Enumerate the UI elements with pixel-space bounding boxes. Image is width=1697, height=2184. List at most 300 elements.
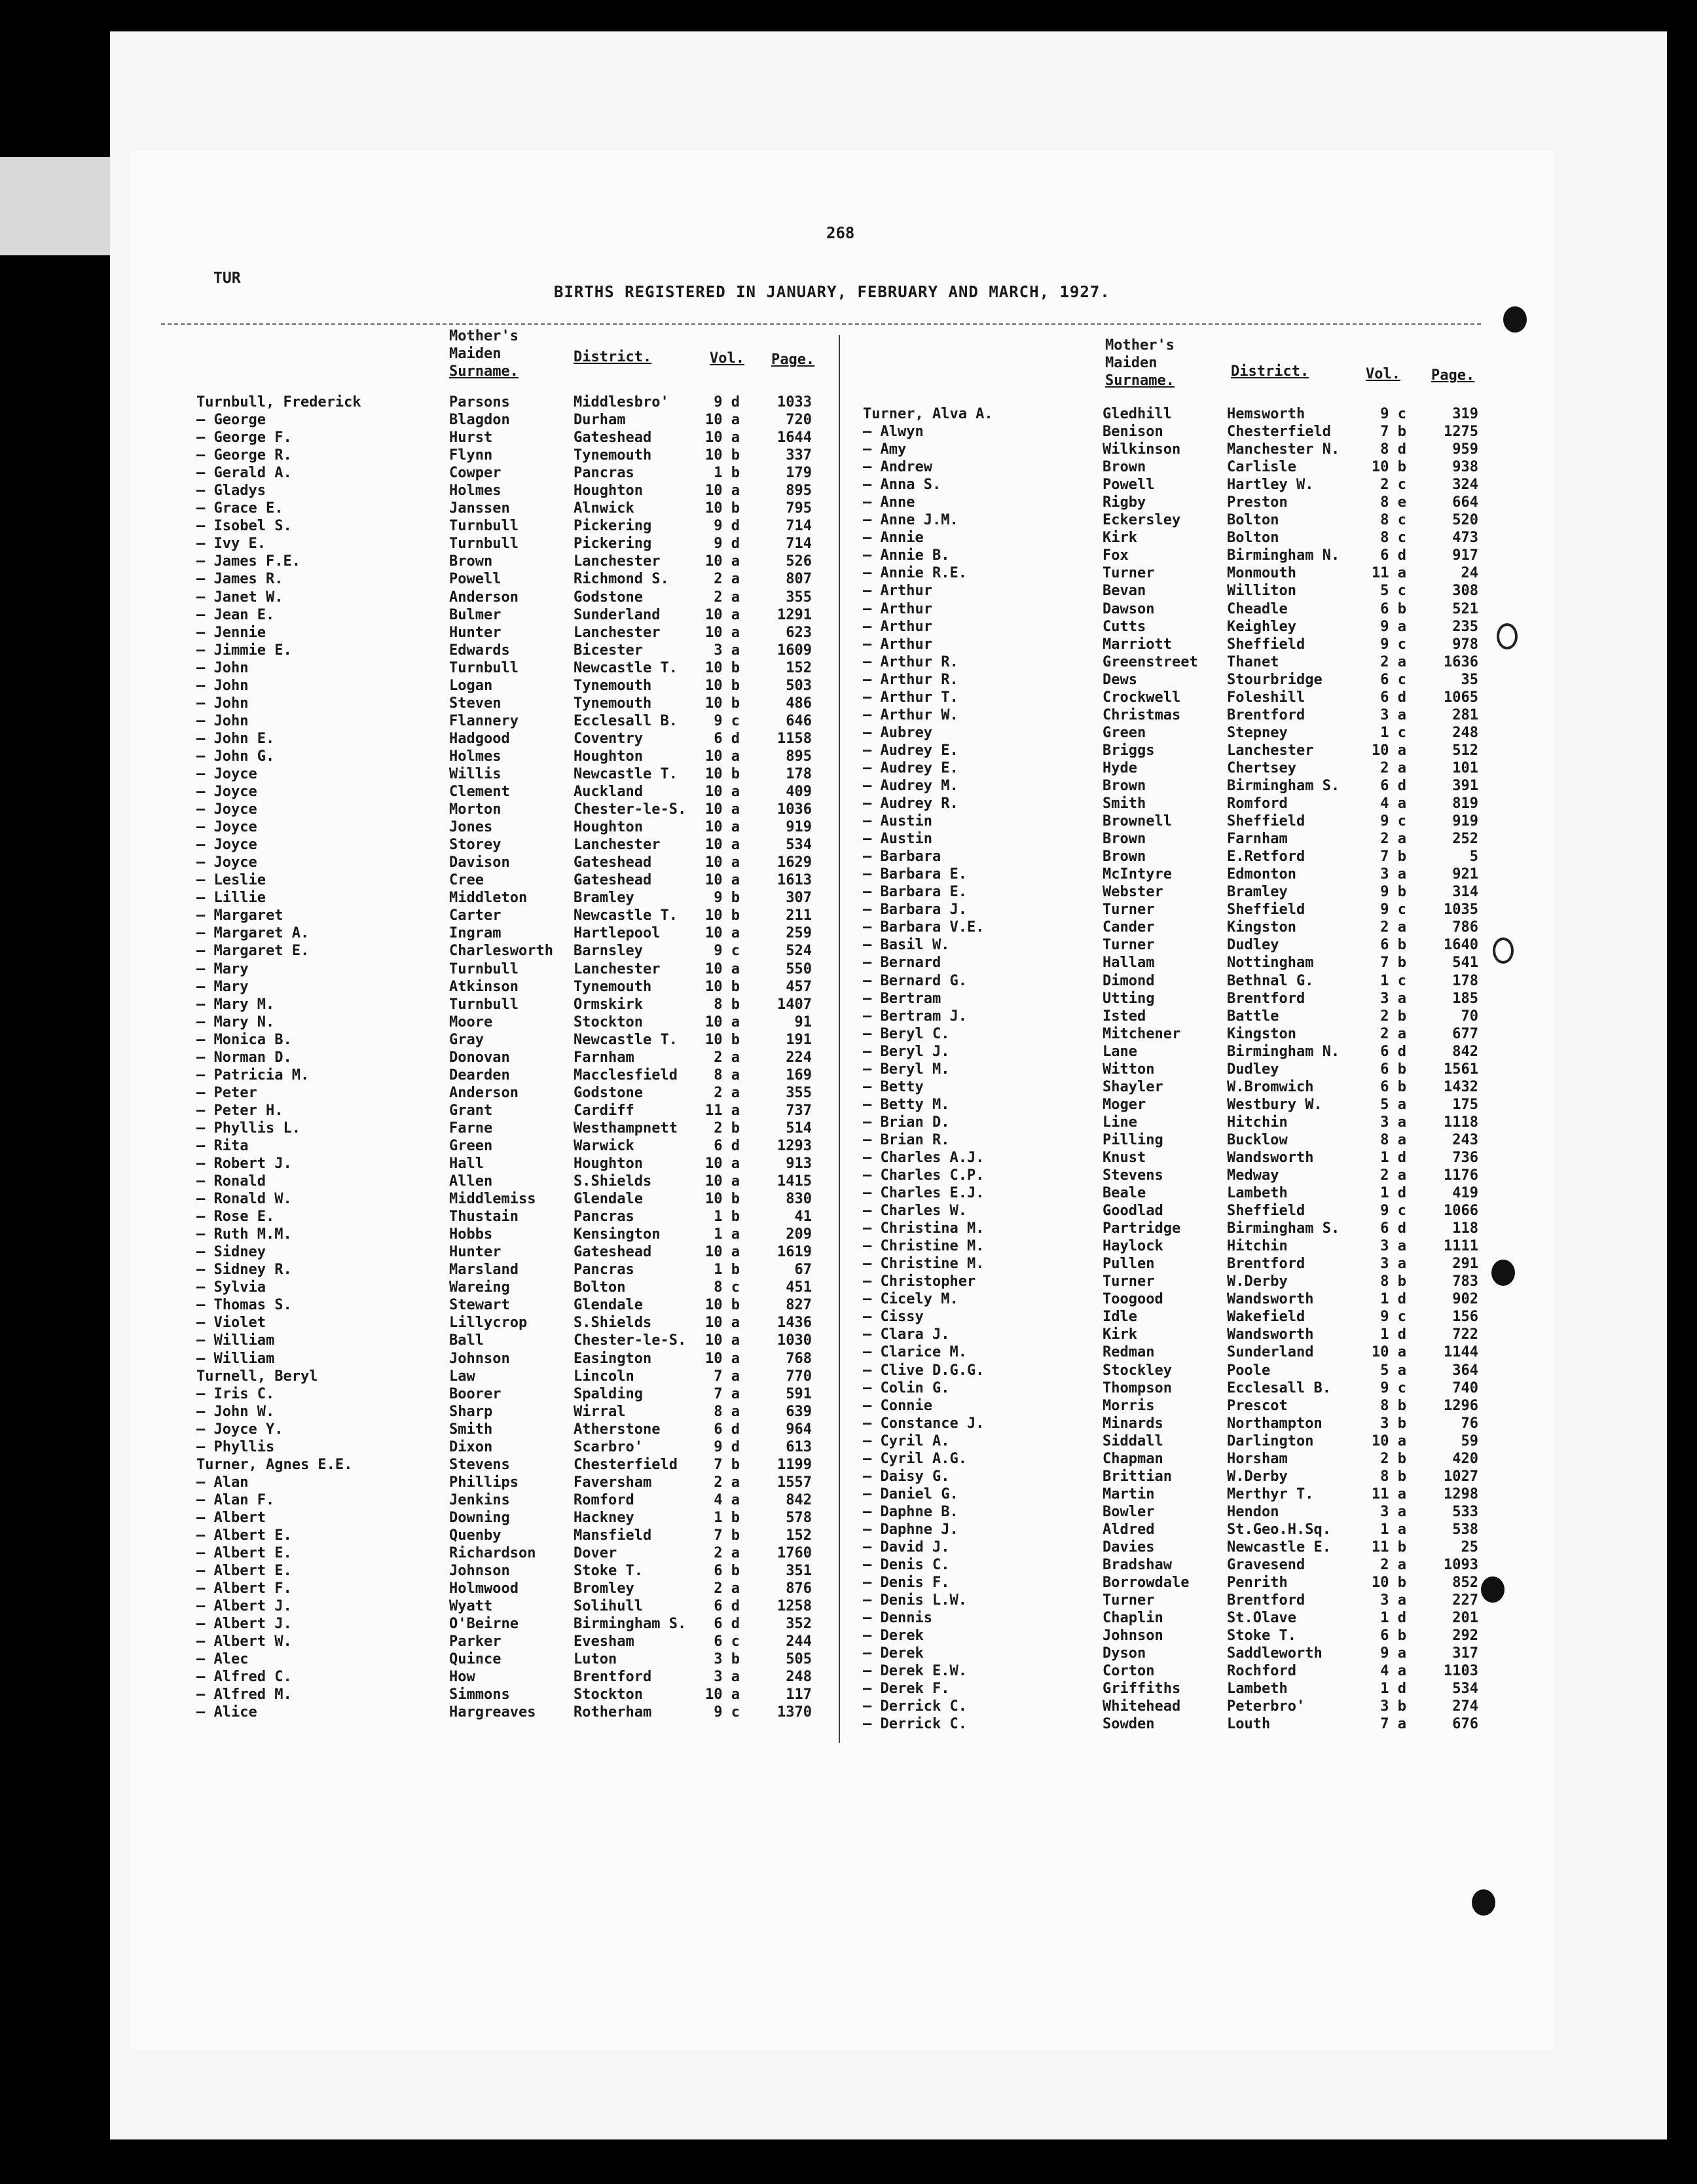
entry-row bbox=[863, 831, 1491, 848]
page-ref: 175 bbox=[1452, 1096, 1478, 1113]
maiden-surname: Benison bbox=[1103, 424, 1163, 441]
page-ref: 152 bbox=[786, 659, 812, 676]
entry-name: — Rose E. bbox=[196, 1209, 275, 1226]
maiden-surname: Brown bbox=[1103, 459, 1146, 476]
entry-name: — Connie bbox=[863, 1397, 932, 1414]
maiden-surname: Pilling bbox=[1103, 1131, 1163, 1148]
entry-row bbox=[863, 1273, 1491, 1291]
district: Glendale bbox=[574, 1297, 643, 1314]
district: Dudley bbox=[1227, 1061, 1279, 1078]
entry-row bbox=[196, 748, 831, 766]
maiden-surname: Sowden bbox=[1103, 1716, 1155, 1733]
entry-name: — Peter bbox=[196, 1084, 257, 1101]
volume: 10 a bbox=[705, 1013, 740, 1030]
entry-row bbox=[863, 1557, 1491, 1574]
district: Wandsworth bbox=[1227, 1326, 1314, 1343]
page-ref: 409 bbox=[786, 784, 812, 801]
entry-name: — Arthur bbox=[863, 583, 932, 600]
maiden-surname: Gledhill bbox=[1103, 406, 1172, 422]
page-ref: 364 bbox=[1452, 1362, 1478, 1379]
maiden-surname: Line bbox=[1103, 1114, 1137, 1131]
district: Warwick bbox=[574, 1137, 634, 1154]
entry-name: — John bbox=[196, 695, 249, 712]
volume: 7 b bbox=[1380, 848, 1406, 865]
left-district-header: District. bbox=[574, 349, 652, 365]
district: Cheadle bbox=[1227, 600, 1288, 617]
volume: 1 a bbox=[714, 1226, 740, 1243]
page-ref: 842 bbox=[1452, 1043, 1478, 1060]
maiden-surname: Turnbull bbox=[449, 960, 519, 977]
district: Chester-le-S. bbox=[574, 801, 687, 818]
district: Dudley bbox=[1227, 937, 1279, 954]
volume: 10 a bbox=[705, 624, 740, 641]
district: St.Olave bbox=[1227, 1610, 1296, 1627]
maiden-surname: Eckersley bbox=[1103, 512, 1181, 529]
entry-row bbox=[863, 725, 1491, 742]
page-ref: 819 bbox=[1452, 795, 1478, 812]
volume: 10 b bbox=[705, 500, 740, 517]
maiden-surname: Redman bbox=[1103, 1344, 1155, 1361]
volume: 10 a bbox=[705, 801, 740, 818]
volume: 9 c bbox=[1380, 1379, 1406, 1396]
maiden-surname: Morris bbox=[1103, 1397, 1155, 1414]
district: Northampton bbox=[1227, 1415, 1323, 1432]
entry-row bbox=[196, 854, 831, 872]
entry-name: — Christopher bbox=[863, 1273, 976, 1290]
volume: 8 c bbox=[714, 1279, 740, 1296]
entry-row bbox=[863, 1433, 1491, 1451]
entry-name: — Joyce bbox=[196, 854, 257, 871]
entry-name: — Denis C. bbox=[863, 1557, 950, 1574]
district: Horsham bbox=[1227, 1450, 1288, 1467]
entry-name: — Gladys bbox=[196, 482, 266, 500]
maiden-surname: Wyatt bbox=[449, 1598, 493, 1615]
page-ref: 391 bbox=[1452, 777, 1478, 794]
header-line: Maiden bbox=[449, 346, 502, 362]
entry-name: — Gerald A. bbox=[196, 465, 292, 482]
page-ref: 292 bbox=[1452, 1628, 1478, 1645]
maiden-surname: Turner bbox=[1103, 937, 1155, 954]
maiden-surname: Stevens bbox=[449, 1456, 510, 1473]
entry-row bbox=[863, 406, 1491, 424]
district: Bicester bbox=[574, 642, 643, 659]
district: Bromley bbox=[574, 1580, 634, 1597]
entry-row bbox=[196, 766, 831, 784]
maiden-surname: Grant bbox=[449, 1102, 493, 1119]
maiden-surname: Idle bbox=[1103, 1309, 1137, 1326]
volume: 5 a bbox=[1380, 1096, 1406, 1113]
maiden-surname: Turnbull bbox=[449, 536, 519, 553]
maiden-surname: Logan bbox=[449, 677, 493, 694]
district: Sheffield bbox=[1227, 636, 1305, 653]
volume: 3 a bbox=[1380, 1592, 1406, 1609]
entry-name: — Derek F. bbox=[863, 1681, 950, 1698]
entry-row bbox=[196, 394, 831, 412]
entry-name: — Cicely M. bbox=[863, 1291, 958, 1308]
district: Middlesbro' bbox=[574, 394, 669, 410]
maiden-surname: Gray bbox=[449, 1031, 484, 1048]
volume: 10 a bbox=[705, 1332, 740, 1349]
entry-row bbox=[863, 1097, 1491, 1114]
entry-row bbox=[196, 1226, 831, 1244]
entry-row bbox=[196, 713, 831, 731]
maiden-surname: Chapman bbox=[1103, 1450, 1163, 1467]
district: Bolton bbox=[1227, 512, 1279, 529]
district: W.Bromwich bbox=[1227, 1078, 1314, 1095]
district: Foleshill bbox=[1227, 689, 1305, 706]
volume: 1 b bbox=[714, 1262, 740, 1279]
maiden-surname: Moger bbox=[1103, 1096, 1146, 1113]
entry-row bbox=[863, 1220, 1491, 1238]
entry-row bbox=[196, 1120, 831, 1138]
volume: 10 a bbox=[705, 606, 740, 623]
page-ref: 978 bbox=[1452, 636, 1478, 653]
page-ref: 921 bbox=[1452, 866, 1478, 883]
volume: 2 a bbox=[1380, 1167, 1406, 1184]
district: Chesterfield bbox=[574, 1456, 678, 1473]
district: Luton bbox=[574, 1651, 617, 1668]
entry-row bbox=[863, 1061, 1491, 1079]
volume: 8 d bbox=[1380, 441, 1406, 458]
maiden-surname: Aldred bbox=[1103, 1521, 1155, 1538]
page-ref: 520 bbox=[1452, 512, 1478, 529]
page-ref: 337 bbox=[786, 447, 812, 464]
page-ref: 1027 bbox=[1444, 1468, 1478, 1485]
page-ref: 117 bbox=[786, 1686, 812, 1703]
volume: 2 a bbox=[714, 1084, 740, 1101]
entry-name: — Bernard bbox=[863, 955, 941, 972]
district: Faversham bbox=[574, 1474, 652, 1491]
maiden-surname: Green bbox=[1103, 724, 1146, 741]
volume: 2 a bbox=[1380, 919, 1406, 936]
district: Stoke T. bbox=[1227, 1628, 1296, 1645]
page-ref: 419 bbox=[1452, 1185, 1478, 1202]
maiden-surname: Steven bbox=[449, 695, 502, 712]
entry-name: — Alice bbox=[196, 1704, 257, 1721]
page-ref: 714 bbox=[786, 536, 812, 553]
volume: 10 b bbox=[705, 695, 740, 712]
entry-row bbox=[196, 1439, 831, 1457]
entry-row bbox=[196, 1633, 831, 1651]
column-divider bbox=[839, 335, 840, 1743]
page-ref: 1158 bbox=[777, 730, 812, 747]
district: Lanchester bbox=[1227, 742, 1314, 759]
entry-name: — David J. bbox=[863, 1539, 950, 1556]
entry-row bbox=[196, 872, 831, 890]
page-ref: 842 bbox=[786, 1491, 812, 1508]
volume: 11 a bbox=[1372, 565, 1406, 582]
entry-name: — Joyce Y. bbox=[196, 1421, 283, 1438]
header-line: Surname. bbox=[1105, 373, 1175, 389]
entry-name: Turner, Alva A. bbox=[863, 406, 993, 422]
district: Lambeth bbox=[1227, 1185, 1288, 1202]
page-ref: 714 bbox=[786, 518, 812, 535]
maiden-surname: Davies bbox=[1103, 1539, 1155, 1556]
entry-row bbox=[863, 795, 1491, 813]
maiden-surname: Cowper bbox=[449, 465, 502, 482]
volume: 9 c bbox=[1380, 901, 1406, 919]
district: Solihull bbox=[574, 1598, 643, 1615]
maiden-surname: Toogood bbox=[1103, 1291, 1163, 1308]
entry-row bbox=[196, 1404, 831, 1421]
page-ref: 1103 bbox=[1444, 1663, 1478, 1680]
maiden-surname: Ingram bbox=[449, 925, 502, 942]
volume: 11 a bbox=[705, 1102, 740, 1119]
maiden-surname: Sharp bbox=[449, 1403, 493, 1420]
district: Hitchin bbox=[1227, 1114, 1288, 1131]
district: Wandsworth bbox=[1227, 1149, 1314, 1166]
volume: 10 b bbox=[1372, 459, 1406, 476]
entry-row bbox=[863, 441, 1491, 459]
entry-name: — Beryl J. bbox=[863, 1043, 950, 1060]
district: Monmouth bbox=[1227, 565, 1296, 582]
district: Rotherham bbox=[574, 1704, 652, 1721]
volume: 2 b bbox=[1380, 1008, 1406, 1025]
header-line: Surname. bbox=[449, 363, 519, 380]
entry-row bbox=[863, 1008, 1491, 1026]
entry-row bbox=[863, 583, 1491, 600]
entry-row bbox=[196, 1386, 831, 1404]
volume: 3 a bbox=[1380, 706, 1406, 723]
entry-row bbox=[196, 1067, 831, 1085]
maiden-surname: McIntyre bbox=[1103, 866, 1172, 883]
entry-name: — John bbox=[196, 659, 249, 676]
entry-name: — John bbox=[196, 677, 249, 694]
volume: 10 a bbox=[1372, 1344, 1406, 1361]
entry-name: — Daisy G. bbox=[863, 1468, 950, 1485]
punch-hole-ring bbox=[1493, 937, 1514, 964]
district: Kingston bbox=[1227, 1025, 1296, 1042]
district: Bucklow bbox=[1227, 1131, 1288, 1148]
page-ref: 1557 bbox=[777, 1474, 812, 1491]
district: Stockton bbox=[574, 1013, 643, 1030]
entry-row bbox=[196, 1173, 831, 1191]
maiden-surname: Brown bbox=[1103, 848, 1146, 865]
maiden-surname: Flynn bbox=[449, 447, 493, 464]
district: Kensington bbox=[574, 1226, 661, 1243]
volume: 1 b bbox=[714, 1209, 740, 1226]
district: Birmingham S. bbox=[1227, 1220, 1340, 1237]
volume: 10 a bbox=[705, 412, 740, 429]
entry-row bbox=[863, 1663, 1491, 1681]
district: Tynemouth bbox=[574, 978, 652, 995]
page-ref: 1613 bbox=[777, 872, 812, 889]
district: Sheffield bbox=[1227, 813, 1305, 830]
volume: 6 b bbox=[1380, 1078, 1406, 1095]
entry-name: — Phyllis L. bbox=[196, 1119, 301, 1137]
page-ref: 1144 bbox=[1444, 1344, 1478, 1361]
entry-name: — Ronald bbox=[196, 1173, 266, 1190]
district: Atherstone bbox=[574, 1421, 661, 1438]
maiden-surname: Charlesworth bbox=[449, 943, 553, 960]
volume: 4 a bbox=[1380, 795, 1406, 812]
entry-name: — Albert F. bbox=[196, 1580, 292, 1597]
district: Gravesend bbox=[1227, 1557, 1305, 1574]
district: Hartlepool bbox=[574, 925, 661, 942]
entry-name: — Austin bbox=[863, 813, 932, 830]
entry-row bbox=[863, 494, 1491, 512]
maiden-surname: Turner bbox=[1103, 1592, 1155, 1609]
entry-row bbox=[196, 695, 831, 713]
entry-row bbox=[863, 848, 1491, 866]
maiden-surname: Corton bbox=[1103, 1663, 1155, 1680]
volume: 3 b bbox=[1380, 1415, 1406, 1432]
page-ref: 252 bbox=[1452, 831, 1478, 848]
maiden-surname: Hall bbox=[449, 1156, 484, 1173]
page-ref: 770 bbox=[786, 1368, 812, 1385]
entry-name: Turnell, Beryl bbox=[196, 1368, 318, 1385]
entry-name: — Arthur T. bbox=[863, 689, 958, 706]
maiden-surname: Griffiths bbox=[1103, 1681, 1181, 1698]
maiden-surname: Stevens bbox=[1103, 1167, 1163, 1184]
entry-row bbox=[196, 1651, 831, 1669]
entry-row bbox=[863, 1610, 1491, 1628]
district: Brentford bbox=[1227, 1256, 1305, 1273]
page-ref: 524 bbox=[786, 943, 812, 960]
page-ref: 541 bbox=[1452, 955, 1478, 972]
maiden-surname: Thustain bbox=[449, 1209, 519, 1226]
page-ref: 235 bbox=[1452, 618, 1478, 635]
page-ref: 768 bbox=[786, 1350, 812, 1367]
page-ref: 1199 bbox=[777, 1456, 812, 1473]
district: Brentford bbox=[574, 1669, 652, 1686]
district: Houghton bbox=[574, 748, 643, 765]
page-ref: 248 bbox=[786, 1669, 812, 1686]
volume: 3 b bbox=[1380, 1698, 1406, 1715]
page-ref: 1275 bbox=[1444, 424, 1478, 441]
volume: 6 b bbox=[1380, 1628, 1406, 1645]
entry-name: — Charles E.J. bbox=[863, 1185, 985, 1202]
maiden-surname: Willis bbox=[449, 765, 502, 782]
page-ref: 91 bbox=[794, 1013, 812, 1030]
district: Ormskirk bbox=[574, 996, 643, 1013]
entry-name: — Betty M. bbox=[863, 1096, 950, 1113]
district: Chester-le-S. bbox=[574, 1332, 687, 1349]
volume: 6 d bbox=[714, 1421, 740, 1438]
page-ref: 783 bbox=[1452, 1273, 1478, 1290]
maiden-surname: Dyson bbox=[1103, 1645, 1146, 1662]
entry-row bbox=[863, 1486, 1491, 1504]
maiden-surname: Mitchener bbox=[1103, 1025, 1181, 1042]
volume: 10 b bbox=[705, 659, 740, 676]
district: Ecclesall B. bbox=[574, 712, 678, 729]
entry-row bbox=[196, 429, 831, 447]
entry-name: — Margaret A. bbox=[196, 925, 310, 942]
page-ref: 550 bbox=[786, 960, 812, 977]
entry-name: — Barbara bbox=[863, 848, 941, 865]
volume: 10 b bbox=[705, 765, 740, 782]
entry-name: — Betty bbox=[863, 1078, 924, 1095]
entry-row bbox=[196, 1704, 831, 1722]
page-ref: 209 bbox=[786, 1226, 812, 1243]
maiden-surname: Brown bbox=[1103, 777, 1146, 794]
volume: 10 a bbox=[705, 553, 740, 570]
entry-row bbox=[196, 1669, 831, 1686]
entry-name: — Clara J. bbox=[863, 1326, 950, 1343]
entry-row bbox=[196, 678, 831, 695]
entry-row bbox=[863, 1398, 1491, 1415]
volume: 2 c bbox=[1380, 477, 1406, 494]
district: Birmingham S. bbox=[574, 1616, 687, 1633]
entry-row bbox=[863, 1698, 1491, 1716]
page-ref: 639 bbox=[786, 1403, 812, 1420]
volume: 8 b bbox=[1380, 1397, 1406, 1414]
page-ref: 1640 bbox=[1444, 937, 1478, 954]
maiden-surname: Bevan bbox=[1103, 583, 1146, 600]
entry-name: — Denis L.W. bbox=[863, 1592, 967, 1609]
entry-name: — Albert J. bbox=[196, 1616, 292, 1633]
volume: 3 a bbox=[714, 642, 740, 659]
entry-row bbox=[196, 1315, 831, 1332]
district: W.Derby bbox=[1227, 1468, 1288, 1485]
district: Wandsworth bbox=[1227, 1291, 1314, 1308]
entry-name: — Alan F. bbox=[196, 1491, 275, 1508]
page-ref: 314 bbox=[1452, 884, 1478, 901]
entry-row bbox=[196, 465, 831, 482]
entry-name: — Annie bbox=[863, 530, 924, 547]
entry-row bbox=[196, 500, 831, 518]
page-ref: 534 bbox=[1452, 1681, 1478, 1698]
page-ref: 420 bbox=[1452, 1450, 1478, 1467]
page-ref: 664 bbox=[1452, 494, 1478, 511]
entry-name: — Amy bbox=[863, 441, 907, 458]
district: Preston bbox=[1227, 494, 1288, 511]
district: Merthyr T. bbox=[1227, 1485, 1314, 1502]
entry-row bbox=[863, 1326, 1491, 1344]
maiden-surname: Dimond bbox=[1103, 972, 1155, 989]
entry-row bbox=[196, 1492, 831, 1510]
entry-row bbox=[863, 1628, 1491, 1645]
volume: 10 b bbox=[705, 1191, 740, 1208]
entry-name: — Audrey R. bbox=[863, 795, 958, 812]
maiden-surname: Johnson bbox=[449, 1350, 510, 1367]
page-ref: 1035 bbox=[1444, 901, 1478, 919]
volume: 9 c bbox=[1380, 636, 1406, 653]
district: Newcastle E. bbox=[1227, 1539, 1331, 1556]
maiden-surname: Quenby bbox=[449, 1527, 502, 1544]
page-ref: 185 bbox=[1452, 990, 1478, 1007]
volume: 2 a bbox=[714, 589, 740, 606]
volume: 1 b bbox=[714, 1509, 740, 1526]
entry-name: — John bbox=[196, 712, 249, 729]
entry-name: — Margaret bbox=[196, 907, 283, 924]
district: Romford bbox=[574, 1491, 634, 1508]
page-ref: 503 bbox=[786, 677, 812, 694]
entry-row bbox=[863, 866, 1491, 884]
entry-row bbox=[863, 1291, 1491, 1309]
page-ref: 917 bbox=[1452, 547, 1478, 564]
maiden-surname: Hobbs bbox=[449, 1226, 493, 1243]
volume: 7 a bbox=[714, 1385, 740, 1402]
entry-name: — Bertram J. bbox=[863, 1008, 967, 1025]
district: Newcastle T. bbox=[574, 907, 678, 924]
entry-row bbox=[863, 813, 1491, 831]
maiden-surname: O'Beirne bbox=[449, 1616, 519, 1633]
district: Easington bbox=[574, 1350, 652, 1367]
entry-row bbox=[863, 1380, 1491, 1398]
entry-row bbox=[863, 512, 1491, 530]
maiden-surname: Knust bbox=[1103, 1149, 1146, 1166]
volume: 10 a bbox=[705, 1315, 740, 1332]
page-ref: 201 bbox=[1452, 1610, 1478, 1627]
entry-name: — Arthur R. bbox=[863, 671, 958, 688]
volume: 6 d bbox=[714, 1598, 740, 1615]
page-ref: 538 bbox=[1452, 1521, 1478, 1538]
entry-row bbox=[863, 619, 1491, 636]
entry-row bbox=[863, 547, 1491, 565]
volume: 2 a bbox=[1380, 653, 1406, 670]
volume: 6 d bbox=[714, 730, 740, 747]
